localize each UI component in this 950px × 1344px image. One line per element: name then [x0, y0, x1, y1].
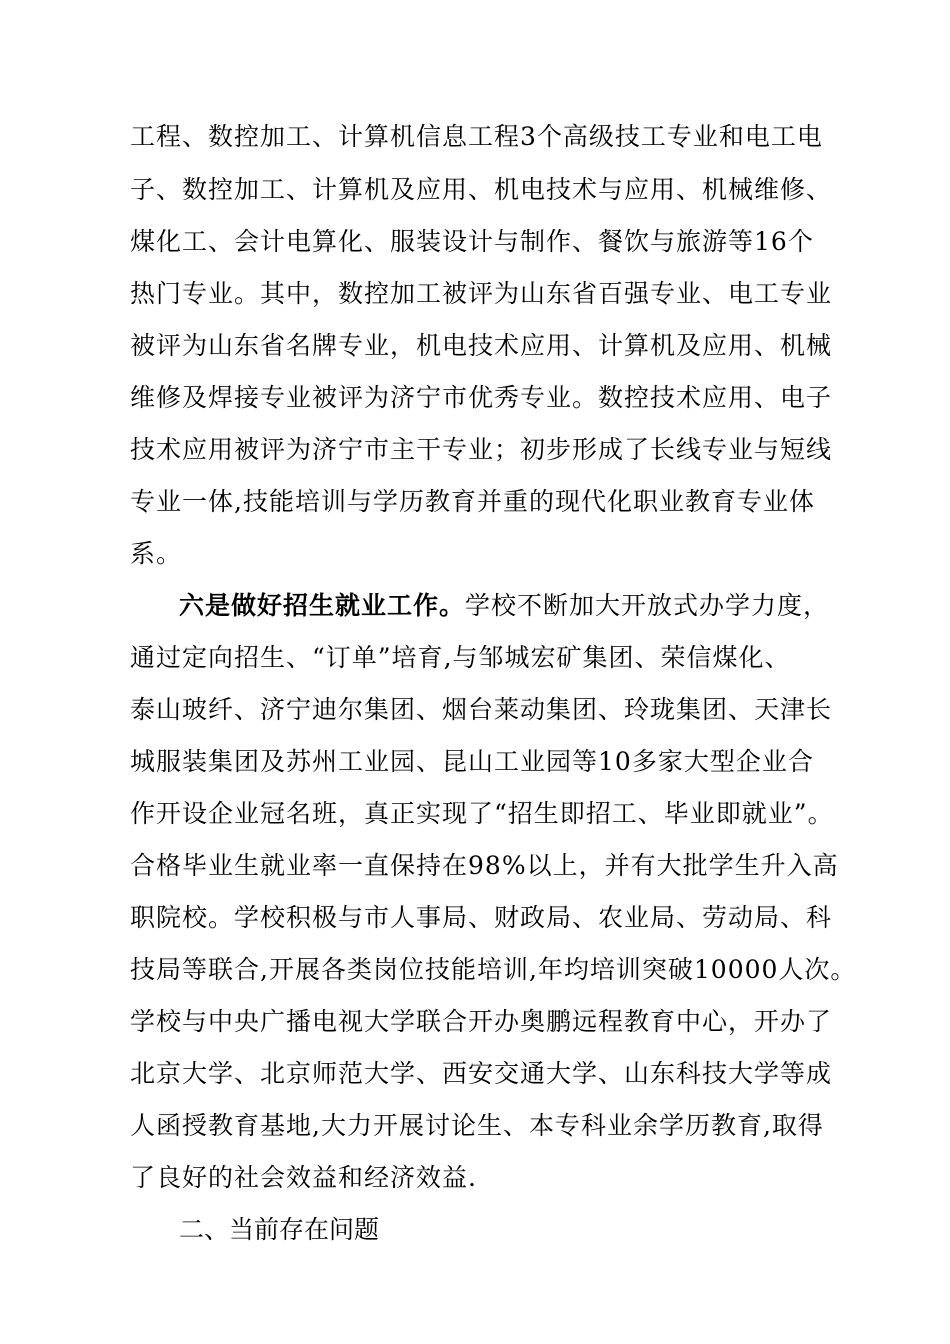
paragraph-line: 维修及焊接专业被评为济宁市优秀专业。数控技术应用、电子	[130, 383, 833, 412]
section-heading: 二、当前存在问题	[179, 1215, 380, 1244]
paragraph-lead-rest: 学校不断加大开放式办学力度，	[465, 591, 830, 620]
paragraph-line: 作开设企业冠名班，真正实现了“招生即招工、毕业即就业”。	[130, 799, 834, 828]
paragraph-line: 人函授教育基地,大力开展讨论生、本专科业余学历教育,取得	[130, 1111, 824, 1140]
paragraph-line: 子、数控加工、计算机及应用、机电技术与应用、机械维修、	[130, 175, 833, 204]
paragraph-line: 技局等联合,开展各类岗位技能培训,年均培训突破10000人次。	[130, 955, 857, 984]
paragraph-line: 了良好的社会效益和经济效益.	[130, 1163, 477, 1192]
paragraph-lead-bold: 六是做好招生就业工作。	[179, 591, 466, 620]
paragraph-line: 城服装集团及苏州工业园、昆山工业园等10多家大型企业合	[130, 747, 814, 776]
paragraph-line: 学校与中央广播电视大学联合开办奥鹏远程教育中心，开办了	[130, 1007, 833, 1036]
paragraph-lead-line	[179, 591, 879, 621]
paragraph-line: 热门专业。其中，数控加工被评为山东省百强专业、电工专业	[130, 279, 833, 308]
paragraph-line: 煤化工、会计电算化、服装设计与制作、餐饮与旅游等16个	[130, 227, 814, 256]
paragraph-line: 泰山玻纤、济宁迪尔集团、烟台莱动集团、玲珑集团、天津长	[130, 695, 833, 724]
paragraph-line: 职院校。学校积极与市人事局、财政局、农业局、劳动局、科	[130, 903, 833, 932]
paragraph-line: 系。	[130, 539, 183, 568]
paragraph-line: 被评为山东省名牌专业，机电技术应用、计算机及应用、机械	[130, 331, 833, 360]
paragraph-line: 技术应用被评为济宁市主干专业；初步形成了长线专业与短线	[130, 435, 833, 464]
paragraph-line: 通过定向招生、“订单”培育,与邹城宏矿集团、荣信煤化、	[130, 643, 791, 672]
paragraph-line: 工程、数控加工、计算机信息工程3个高级技工专业和电工电	[130, 122, 823, 151]
paragraph-line: 北京大学、北京师范大学、西安交通大学、山东科技大学等成	[130, 1059, 833, 1088]
paragraph-line: 合格毕业生就业率一直保持在98%以上，并有大批学生升入高	[130, 851, 839, 880]
paragraph-line: 专业一体,技能培训与学历教育并重的现代化职业教育专业体	[130, 487, 815, 516]
